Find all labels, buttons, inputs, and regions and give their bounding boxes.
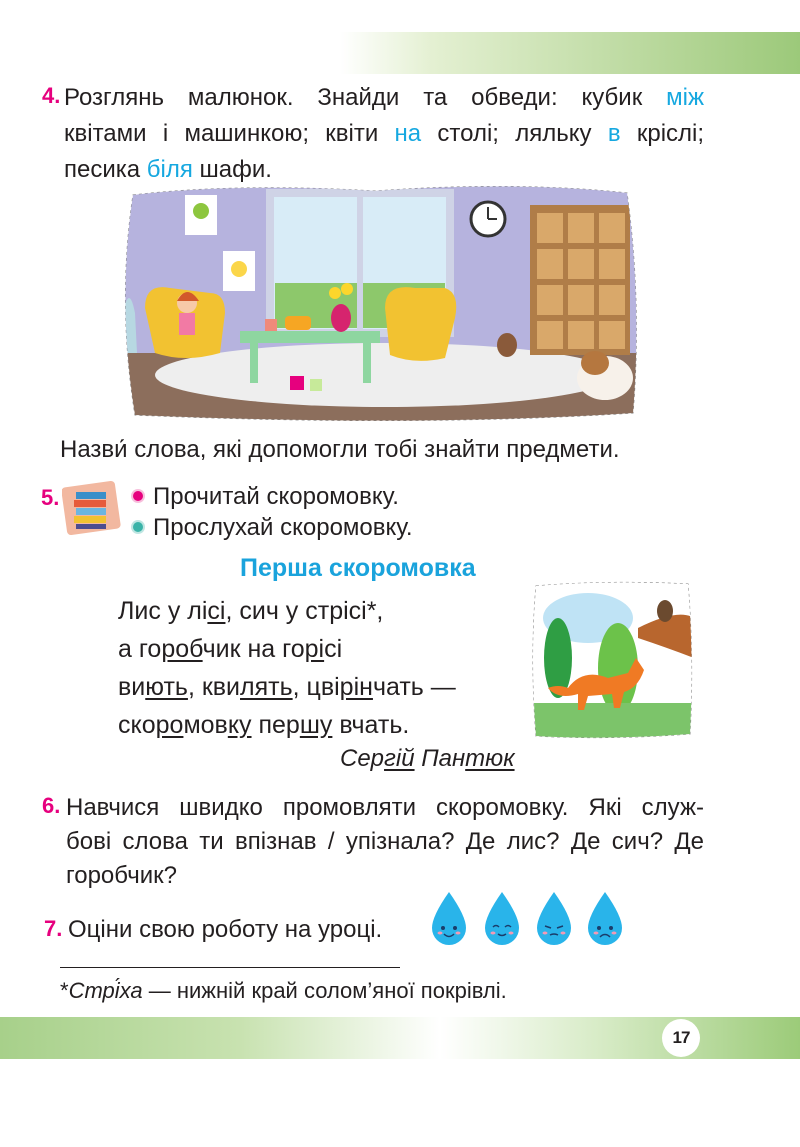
books-icon: [62, 480, 122, 536]
keyword: на: [394, 120, 422, 147]
page-number: 17: [662, 1019, 700, 1057]
poem: [118, 592, 456, 744]
fox-owl-illustration: [528, 578, 696, 743]
task-4-line-3: песика біля шафи.: [64, 156, 272, 183]
keyword: між: [666, 84, 704, 111]
drop-sad-icon[interactable]: [584, 890, 626, 948]
keyword: в: [607, 120, 621, 147]
task-4-line-2: квітами і машинкою; квіти на столі; ляльку в кріслі;: [64, 120, 705, 147]
poem-line: виють, квилять, цвірінчать —: [118, 673, 456, 701]
drop-neutral-icon[interactable]: [533, 890, 575, 948]
task-6-line: бові слова ти впізнав / упізнала? Де лис? Де сич? Де: [66, 828, 704, 855]
task-number: 6.: [42, 793, 61, 818]
drop-happy-icon[interactable]: [428, 890, 470, 948]
footnote-term: Стрі́ха: [68, 978, 143, 1003]
task-number: 4.: [42, 83, 61, 108]
poem-line: а горобчик на горісі: [118, 635, 343, 663]
task-4-question: Назви́ слова, які допомогли тобі знайти предмети.: [60, 436, 620, 463]
task-number: 5.: [41, 485, 60, 510]
bullet-listen: Прослухай скоромовку.: [133, 510, 413, 546]
poem-line: Лис у лісі, сич у стрісі*,: [118, 597, 384, 625]
bullet-read: Прочитай скоромовку.: [133, 479, 399, 515]
poem-author: Сергій Пантюк: [340, 745, 515, 772]
task-7-text: Оціни свою роботу на уроці.: [68, 916, 383, 943]
header-band: [340, 32, 800, 74]
drop-smile-icon[interactable]: [481, 890, 523, 948]
bullet-icon: [133, 491, 143, 501]
poem-line: скоромовку першу вчать.: [118, 711, 410, 739]
footnote: *Стрі́ха — нижній край солом’яної покрівлі.: [60, 978, 507, 1003]
poem-title: Перша скоромовка: [240, 554, 476, 582]
keyword: біля: [146, 156, 193, 183]
footnote-divider: [60, 967, 400, 968]
task-6-line: Навчися швидко промовляти скоромовку. Які служ-: [66, 794, 704, 821]
bullet-icon: [133, 522, 143, 532]
task-number: 7.: [44, 916, 63, 941]
task-6-line: горобчик?: [66, 862, 177, 889]
task-4-line-1: Розглянь малюнок. Знайди та обведи: кубик між: [64, 84, 704, 111]
room-illustration: [115, 183, 642, 425]
